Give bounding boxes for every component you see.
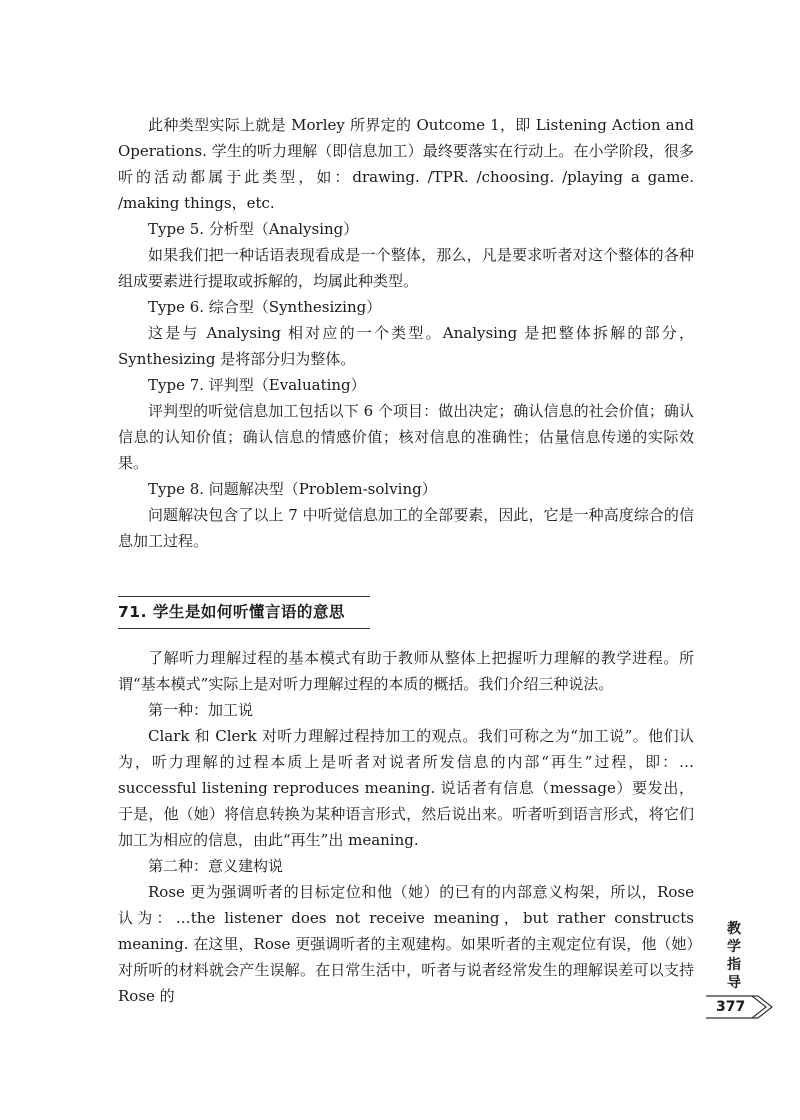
page-number: 377 [716, 999, 746, 1015]
paragraph-processing-theory: Clark 和 Clerk 对听力理解过程持加工的观点。我们可称之为“加工说”。他们认为，听力理解的过程本质上是听者对说者所发信息的内部“再生”过程，即：…successful listening reproduces meaning. 说话者有信息（message）要发出，于是，他（她）将信息转换为某种语言形式，然后说出来。听者听到语言形式，将它们加工为相应的信息，由此“再生”出 meaning. [118, 727, 694, 849]
heading-type-8: Type 8. 问题解决型（Problem-solving） [148, 480, 437, 498]
paragraph-construction-theory: Rose 更为强调听者的目标定位和他（她）的已有的内部意义构架，所以，Rose 认为：…the listener does not receive meaning，but rather constructs meaning. 在这里，Rose 更强调听者的主观建构。如果听者的主观定位有误，他（她）对所听的材料就会产生误解。在日常生活中，听者与说者经常发生的理解误差可以支持 Rose 的 [118, 883, 694, 1005]
section-title: 71. 学生是如何听懂言语的意思 [118, 603, 345, 621]
heading-second-theory: 第二种：意义建构说 [148, 857, 284, 875]
paragraph-synthesizing: 这是与 Analysing 相对应的一个类型。Analysing 是把整体拆解的部分，Synthesizing 是将部分归为整体。 [118, 324, 694, 368]
paragraph-outcome: 此种类型实际上就是 Morley 所界定的 Outcome 1，即 Listening Action and Operations. 学生的听力理解（即信息加工）最终要落实在行动上。在小学阶段，很多听的活动都属于此类型，如：drawing. /TPR. /choosing. /playing a game. /making things，etc. [118, 116, 694, 212]
heading-type-6: Type 6. 综合型（Synthesizing） [148, 298, 382, 316]
side-label-char: 学 [727, 939, 741, 955]
side-label-char: 教 [727, 921, 741, 937]
heading-type-7: Type 7. 评判型（Evaluating） [148, 376, 366, 394]
paragraph-intro: 了解听力理解过程的基本模式有助于教师从整体上把握听力理解的教学进程。所谓“基本模式”实际上是对听力理解过程的本质的概括。我们介绍三种说法。 [118, 649, 694, 693]
page-number-tab [706, 988, 776, 1022]
paragraph-evaluating: 评判型的听觉信息加工包括以下 6 个项目：做出决定；确认信息的社会价值；确认信息的认知价值；确认信息的情感价值；核对信息的准确性；估量信息传递的实际效果。 [118, 402, 694, 472]
side-label-char: 指 [727, 957, 741, 973]
paragraph-problem-solving: 问题解决包含了以上 7 中听觉信息加工的全部要素，因此，它是一种高度综合的信息加工过程。 [118, 506, 694, 550]
side-section-label [722, 920, 746, 992]
section-heading-box [118, 596, 370, 629]
heading-type-5: Type 5. 分析型（Analysing） [148, 220, 359, 238]
paragraph-analysing: 如果我们把一种话语表现看成是一个整体，那么，凡是要求听者对这个整体的各种组成要素进行提取或拆解的，均属此种类型。 [118, 246, 694, 290]
heading-first-theory: 第一种：加工说 [148, 701, 254, 719]
page-content [118, 112, 694, 1009]
side-label-char: 导 [727, 975, 741, 991]
